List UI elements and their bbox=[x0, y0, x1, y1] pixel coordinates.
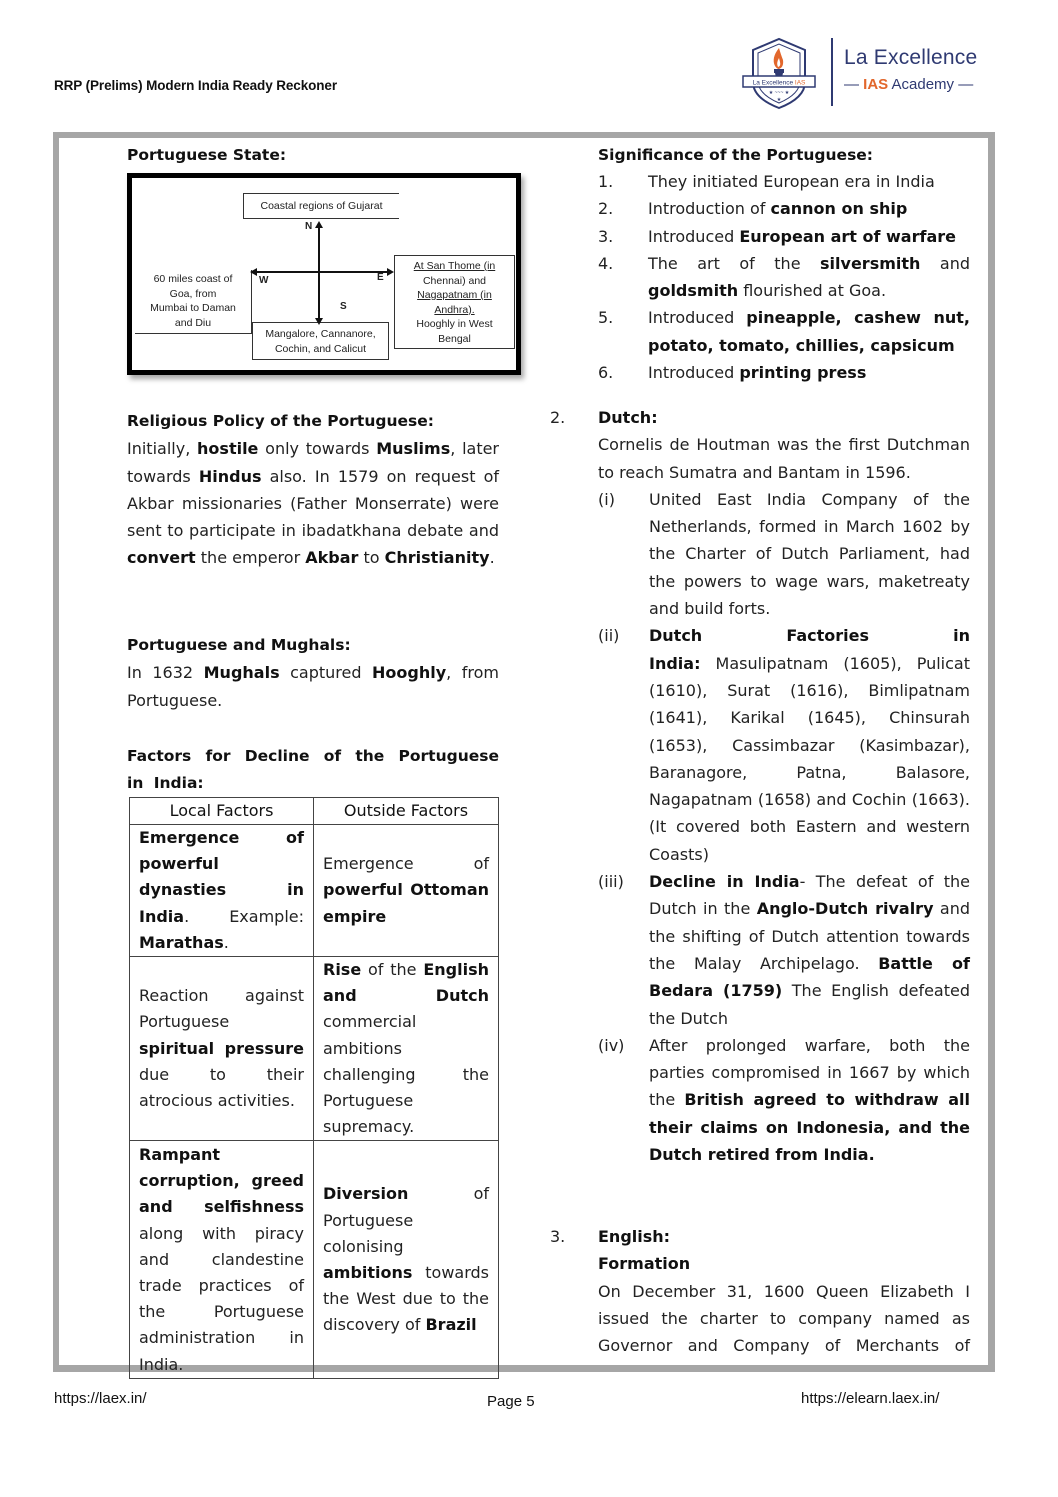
compass-vertical-axis bbox=[318, 225, 320, 321]
arrow-up-icon bbox=[315, 221, 323, 228]
heading-decline: Factors for Decline of the Portuguese in India: bbox=[127, 747, 499, 793]
section-heading-english: 3. English: bbox=[550, 1227, 671, 1246]
list-item: 4. The art of the silversmith and goldsmith flourished at Goa. bbox=[598, 253, 971, 301]
diagram-west-box: 60 miles coast of Goa, from Mumbai to Daman and Diu bbox=[135, 270, 252, 334]
heading-religious-policy: Religious Policy of the Portuguese: bbox=[127, 412, 434, 430]
compass-w: W bbox=[259, 275, 269, 286]
column-header-outside: Outside Factors bbox=[314, 798, 499, 825]
diagram-south-box: Mangalore, Cannanore, Cochin, and Calicut bbox=[252, 322, 389, 360]
compass-e: E bbox=[377, 272, 384, 283]
table-cell-local: Emergence of powerful dynasties in India. Example: Marathas. bbox=[130, 825, 314, 957]
section-significance bbox=[598, 142, 970, 386]
list-item: 2. Introduction of cannon on ship bbox=[598, 199, 908, 219]
heading-significance: Significance of the Portuguese: bbox=[598, 146, 874, 164]
table-row bbox=[130, 1141, 499, 1379]
table-row bbox=[130, 825, 499, 957]
mughals-text: In 1632 Mughals captured Hooghly, from Portuguese. bbox=[127, 663, 500, 710]
heading-portuguese-mughals: Portuguese and Mughals: bbox=[127, 636, 351, 654]
english-formation-text: On December 31, 1600 Queen Elizabeth I issued the charter to company named as Governor and Company of Merchants of bbox=[598, 1281, 970, 1356]
table-row bbox=[130, 957, 499, 1141]
list-item: 6. Introduced printing press bbox=[598, 363, 867, 383]
list-item: (i) United East India Company of the Netherlands, formed in March 1602 by the Charter of Dutch Parliament, had the powers to wage wars, maketreaty and build forts. bbox=[598, 489, 970, 619]
arrow-down-icon bbox=[315, 318, 323, 325]
table-cell-local: Reaction against Portuguese spiritual pressure due to their atrocious activities. bbox=[130, 957, 314, 1141]
decline-factors-table bbox=[129, 797, 499, 1379]
list-item: (iii) Decline in India- The defeat of the Dutch in the Anglo-Dutch rivalry and the shifting of Dutch attention towards the Malay Archipelago. Battle of Bedara (1759) The English defeated the Dutch bbox=[598, 872, 971, 1028]
compass-n: N bbox=[305, 221, 313, 232]
list-item: (iv) After prolonged warfare, both the parties compromised in 1667 by which the British agreed to withdraw all their claims on Indonesia, and the Dutch retired from India. bbox=[598, 1035, 971, 1165]
section-heading-dutch: 2. Dutch: bbox=[550, 408, 658, 427]
compass-s: S bbox=[340, 301, 347, 312]
left-column bbox=[127, 142, 499, 168]
diagram-north-box: Coastal regions of Gujarat bbox=[243, 193, 399, 219]
svg-text:La Excellence IAS: La Excellence IAS bbox=[752, 79, 806, 87]
heading-portuguese-state: Portuguese State: bbox=[127, 146, 287, 164]
section-dutch bbox=[550, 404, 970, 1168]
section-decline bbox=[127, 743, 499, 798]
table-cell-outside: Rise of the English and Dutch commercial ambitions challenging the Portuguese supremacy. bbox=[314, 957, 499, 1141]
column-header-local: Local Factors bbox=[130, 798, 314, 825]
subheading-formation: Formation bbox=[598, 1254, 691, 1274]
dutch-intro: Cornelis de Houtman was the first Dutchman to reach Sumatra and Bantam in 1596. bbox=[598, 435, 970, 482]
footer-link-elearn[interactable]: https://elearn.laex.in/ bbox=[801, 1390, 940, 1407]
list-item: 1. They initiated European era in India bbox=[598, 172, 935, 191]
compass-horizontal-axis bbox=[253, 271, 389, 273]
diagram-east-box: At San Thome (in Chennai) and Nagapatnam (in Andhra). Hooghly in West Bengal bbox=[394, 255, 515, 349]
portuguese-state-diagram bbox=[127, 173, 521, 375]
table-cell-local: Rampant corruption, greed and selfishness along with piracy and clandestine trade practices of the Portuguese administration in India. bbox=[130, 1141, 314, 1379]
logo-name: La Excellence bbox=[844, 46, 978, 69]
logo-divider bbox=[831, 38, 833, 106]
page-number: Page 5 bbox=[487, 1393, 535, 1410]
brand-logo bbox=[740, 36, 1000, 110]
svg-text:★: ★ bbox=[776, 97, 782, 103]
arrow-right-icon bbox=[387, 268, 394, 276]
table-cell-outside: Emergence of powerful Ottoman empire bbox=[314, 825, 499, 957]
section-english bbox=[550, 1223, 970, 1359]
footer-link-laex[interactable]: https://laex.in/ bbox=[54, 1390, 147, 1407]
list-item: (ii) Dutch Factories in India: Masulipatnam (1605), Pulicat (1610), Surat (1616), Bimlipatnam (1641), Karikal (1645), Chinsurah (1653), Cassimbazar (Kasimbazar), Baranagore, Patna, Balasore, Nagapatnam (1658) and Cochin (1663). (It covered both Eastern and western Coasts) bbox=[598, 626, 970, 864]
list-item: 5. Introduced pineapple, cashew nut, potato, tomato, chillies, capsicum bbox=[598, 308, 970, 355]
section-religious-policy bbox=[127, 408, 499, 572]
section-portuguese-mughals bbox=[127, 632, 499, 714]
document-title: RRP (Prelims) Modern India Ready Reckoner bbox=[54, 78, 337, 93]
table-cell-outside: Diversion of Portuguese colonising ambitions towards the West due to the discovery of Brazil bbox=[314, 1141, 499, 1379]
table-header-row bbox=[130, 798, 499, 825]
shield-torch-icon bbox=[740, 36, 818, 110]
svg-text:★ ~~~ ★: ★ ~~~ ★ bbox=[768, 90, 790, 96]
arrow-left-icon bbox=[250, 268, 257, 276]
logo-subtitle: — IAS Academy — bbox=[844, 76, 974, 93]
religious-policy-text: Initially, hostile only towards Muslims, later towards Hindus also. In 1579 on request of Akbar missionaries (Father Monserrate) were sent to participate in ibadatkhana debate and convert the emperor Akbar to Christianity. bbox=[127, 439, 500, 568]
list-item: 3. Introduced European art of warfare bbox=[598, 226, 956, 246]
logo-ias: IAS bbox=[863, 76, 889, 93]
